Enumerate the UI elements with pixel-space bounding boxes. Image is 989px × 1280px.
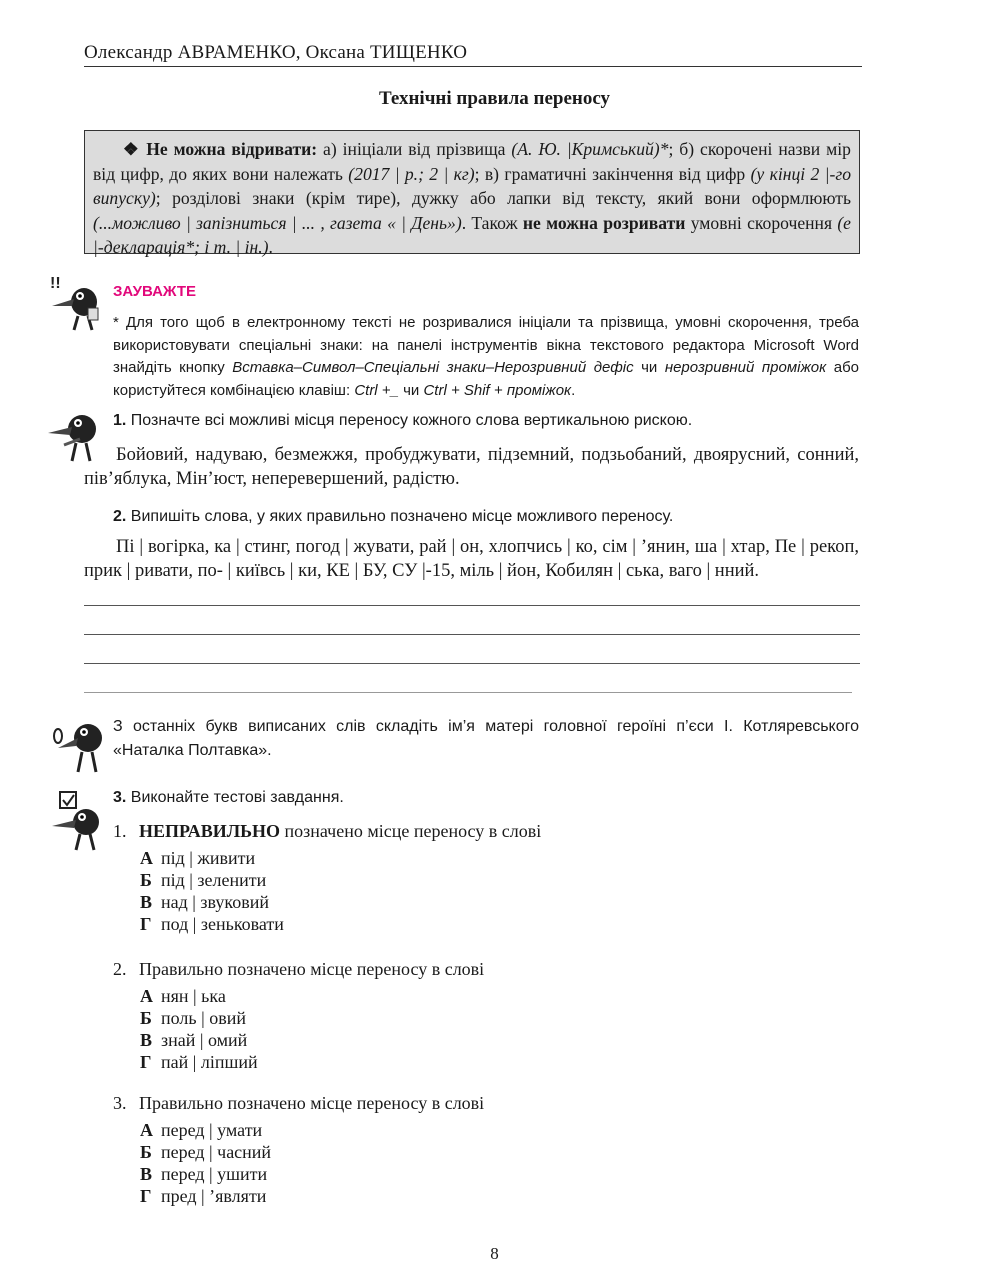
option-text: поль | овий [161, 1008, 246, 1028]
crow-thinking-icon [52, 716, 110, 778]
rule-bullet: ❖ [123, 139, 141, 159]
note-text-part: * Для того щоб в електронному тексті не розривалися ініціали та прізвища, умовні скорочення, треба використовувати спеціальні знаки: на панелі інструментів вікна текстового редактора Microsoft Word знайдіть кнопку [113, 314, 859, 377]
option-letter: А [140, 986, 153, 1006]
task3-heading [113, 789, 344, 807]
option-letter: В [140, 1164, 153, 1184]
note-text-part: або користуйтеся комбінацією клавіш: [113, 359, 860, 399]
note-text-part: чи [398, 381, 424, 399]
task3-number: 3. [113, 789, 127, 806]
section-title: Технічні правила переносу [378, 88, 611, 109]
note-title: ЗАУВАЖТЕ [113, 283, 197, 300]
option-letter: А [140, 1120, 153, 1140]
answer-option[interactable] [140, 1185, 266, 1207]
answer-option[interactable] [140, 1119, 262, 1141]
rule-example: (А. Ю. |Кримський)* [511, 139, 669, 159]
task2-heading [113, 508, 673, 526]
task2-words: Пі | вогірка, ка | стинг, погод | жувати, рай | он, хлопчись | ко, сім | ’янин, ша | хтар, Пе | рекоп, прик | ривати, по- | київсь | ки, КЕ | БУ, СУ |-15, міль | йон, Кобилян | ська, ваго | нний. [84, 537, 859, 581]
rule-example: (...можливо | запізниться | ... , газета « | День») [93, 212, 462, 233]
running-header-authors: Олександр АВРАМЕНКО, Оксана ТИЩЕНКО [84, 42, 468, 63]
rule-paragraph [93, 137, 851, 260]
rule-text: ; в) граматичні закінчення від цифр [474, 163, 751, 184]
question-text: Правильно позначено місце переносу в слові [139, 1093, 485, 1113]
note-italic: Вставка–Символ–Спеціальні знаки–Нерозривний дефіс [232, 359, 634, 377]
rule-text: а) ініціали від прізвища [317, 139, 512, 159]
crow-checkbox-icon [48, 790, 106, 852]
svg-text:!!: !! [50, 275, 61, 292]
task1-words: Бойовий, надуваю, безмежжя, пробуджувати, підземний, подзьобаний, двоярусний, сонний, пів’яблука, Мін’юст, неперевершений, радістю. [84, 445, 859, 489]
option-text: пред | ’являти [161, 1186, 267, 1206]
option-text: пай | ліпший [161, 1052, 258, 1072]
rule-text: . Також [461, 212, 523, 233]
option-text: над | звуковий [161, 892, 269, 912]
option-letter: Г [140, 1186, 152, 1206]
question-emphasis: НЕПРАВИЛЬНО [139, 821, 281, 841]
option-letter: Г [140, 1052, 152, 1072]
answer-option[interactable] [140, 1141, 271, 1163]
option-letter: В [140, 1030, 153, 1050]
note-text [113, 312, 859, 402]
note-text-part: чи [633, 359, 665, 377]
test-question [113, 821, 541, 842]
option-text: знай | омий [161, 1030, 248, 1050]
option-text: перед | часний [161, 1142, 272, 1162]
question-number: 3. [113, 1093, 127, 1113]
answer-option[interactable] [140, 913, 284, 935]
option-text: перед | ушити [161, 1164, 268, 1184]
answer-option[interactable] [140, 1163, 267, 1185]
writing-line[interactable] [84, 634, 860, 635]
option-letter: В [140, 892, 153, 912]
note-italic: нерозривний проміжок [664, 359, 827, 377]
rule-lead: Не можна відривати: [146, 139, 318, 159]
question-text: позначено місце переносу в слові [280, 821, 542, 841]
task2-instruction: Випишіть слова, у яких правильно позначено місце можливого переносу. [130, 508, 674, 525]
anagram-instruction: З останніх букв виписаних слів складіть ім’я матері головної героїні п’єси І. Котляревського «Наталка Полтавка». [113, 718, 859, 759]
header-rule [84, 66, 862, 67]
option-text: під | зеленити [161, 870, 267, 890]
option-text: перед | умати [161, 1120, 263, 1140]
answer-option[interactable] [140, 869, 266, 891]
page-number: 8 [490, 1244, 499, 1263]
task1-heading [113, 412, 692, 430]
rule-example: (е |-декларація*; і т. | ін.) [93, 212, 851, 257]
task1-number: 1. [113, 412, 127, 429]
question-number: 2. [113, 959, 127, 979]
answer-option[interactable] [140, 985, 226, 1007]
question-text: Правильно позначено місце переносу в слові [139, 959, 485, 979]
crow-exclaim-icon [48, 272, 106, 334]
rule-text: . [268, 237, 273, 257]
answer-option[interactable] [140, 891, 269, 913]
option-text: нян | ька [161, 986, 226, 1006]
answer-option[interactable] [140, 1051, 258, 1073]
task1-instruction: Позначте всі можливі місця переносу кожного слова вертикальною рискою. [130, 412, 693, 429]
option-letter: Б [140, 870, 152, 890]
note-text-part: . [571, 381, 576, 399]
note-italic: Ctrl + Shif + проміжок [423, 381, 572, 399]
option-letter: Б [140, 1008, 152, 1028]
option-letter: А [140, 848, 153, 868]
rule-text: умовні скорочення [685, 212, 838, 233]
option-letter: Г [140, 914, 152, 934]
task3-instruction: Виконайте тестові завдання. [130, 789, 344, 806]
writing-line[interactable] [84, 605, 860, 606]
rule-bold: не можна розривати [522, 212, 686, 233]
rule-example: (2017 | р.; 2 | кг) [348, 163, 475, 184]
test-question [113, 1093, 484, 1114]
option-text: под | зеньковати [161, 914, 284, 934]
test-question [113, 959, 484, 980]
rule-text: ; розділові знаки (крім тире), дужку або лапки від тексту, який вони оформлюють [155, 188, 851, 208]
note-italic: Ctrl +_ [354, 381, 399, 399]
rule-text: ; б) скорочені назви мір від цифр, до яких вони належать [93, 139, 851, 184]
option-letter: Б [140, 1142, 152, 1162]
rule-example: (у кінці 2 |-го випуску) [93, 163, 851, 208]
writing-line[interactable] [84, 663, 860, 664]
answer-option[interactable] [140, 847, 255, 869]
rule-box [84, 130, 860, 257]
task2-number: 2. [113, 508, 127, 525]
option-text: під | живити [161, 848, 256, 868]
question-number: 1. [113, 821, 127, 841]
writing-line[interactable] [84, 692, 852, 693]
answer-option[interactable] [140, 1007, 246, 1029]
answer-option[interactable] [140, 1029, 247, 1051]
